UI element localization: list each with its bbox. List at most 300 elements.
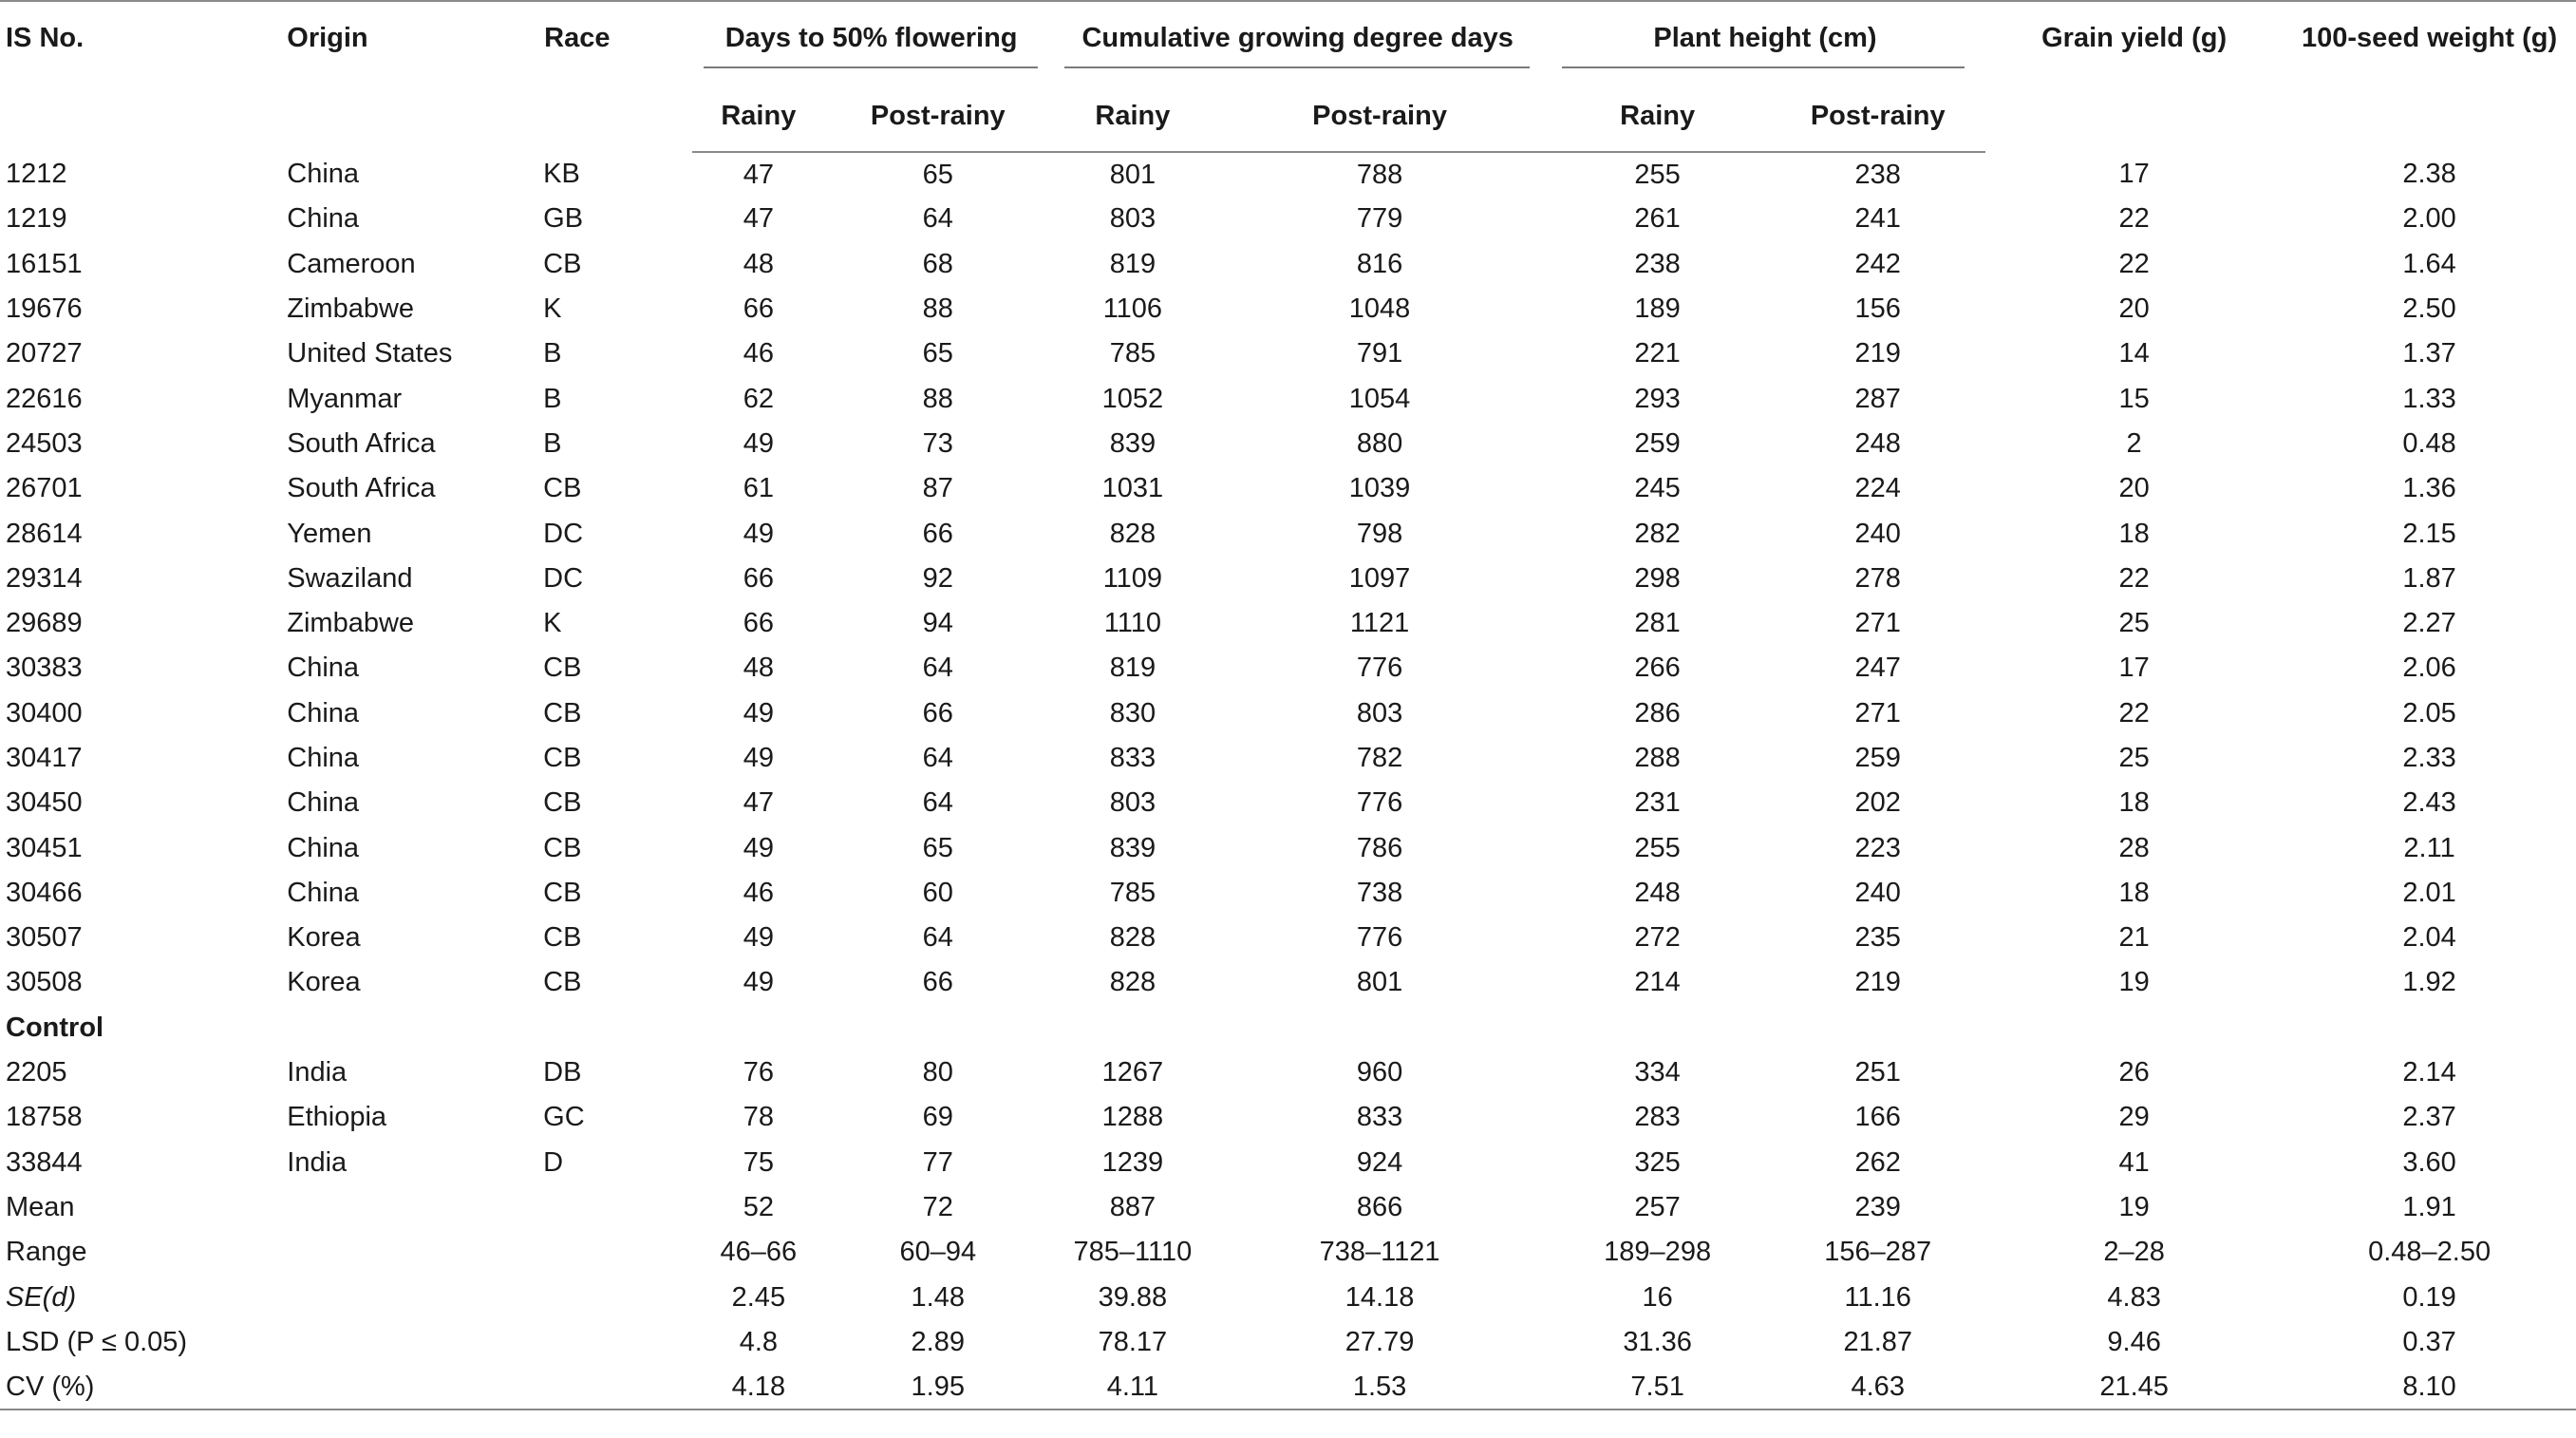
cell-grain-yield: 19 <box>2118 1191 2150 1222</box>
cell-height-rainy: 189 <box>1634 293 1681 325</box>
cell-days-rainy: 47 <box>743 787 774 819</box>
cell-height-rainy: 266 <box>1634 653 1681 684</box>
cell-seed-weight: 2.00 <box>2402 203 2456 235</box>
cell-gdd-rainy: 887 <box>1109 1191 1156 1222</box>
cell-grain-yield: 22 <box>2118 697 2150 728</box>
table-row <box>0 601 2576 646</box>
cell-is-no: 29314 <box>6 562 83 594</box>
cell-height-rainy: 325 <box>1634 1146 1681 1178</box>
cell-is-no: 30507 <box>6 922 83 954</box>
cell-gdd-rainy: 833 <box>1109 743 1156 773</box>
header-cum-gdd: Cumulative growing degree days <box>1051 0 1545 78</box>
cell-race: CB <box>543 967 582 998</box>
cell-days-post-rainy: 64 <box>922 203 953 235</box>
cell-days-rainy: 76 <box>743 1057 774 1088</box>
cell-race: CB <box>543 653 582 684</box>
table-row <box>0 422 2576 466</box>
cell-height-post-rainy: 248 <box>1854 427 1901 459</box>
cell-height-post-rainy: 166 <box>1854 1102 1901 1133</box>
cell-days-post-rainy: 64 <box>922 653 953 684</box>
cell-is-no: 30383 <box>6 653 83 684</box>
cell-origin: China <box>287 832 360 863</box>
cell-race: CB <box>543 877 582 908</box>
cell-height-rainy: 293 <box>1634 383 1681 414</box>
table-body <box>0 152 2576 1410</box>
cell-grain-yield: 19 <box>2118 967 2150 998</box>
cell-grain-yield: 21.45 <box>1985 1365 2283 1410</box>
cell-days-post-rainy: 87 <box>922 473 953 504</box>
cell-height-post-rainy: 156 <box>1854 293 1901 325</box>
cell-race: CB <box>543 697 582 728</box>
cell-days-post-rainy: 92 <box>922 562 953 594</box>
cell-gdd-rainy: 839 <box>1109 427 1156 459</box>
cell-grain-yield: 29 <box>2118 1102 2150 1133</box>
cell-height-rainy: 286 <box>1634 697 1681 728</box>
cell-height-post-rainy: 278 <box>1854 562 1901 594</box>
table-row <box>0 871 2576 916</box>
cell-gdd-post-rainy: 960 <box>1356 1057 1403 1088</box>
cell-race: DC <box>543 562 584 594</box>
cell-gdd-rainy: 1288 <box>1101 1102 1164 1133</box>
cell-height-post-rainy: 219 <box>1854 338 1901 369</box>
cell-height-rainy: 31.36 <box>1623 1326 1692 1357</box>
cell-gdd-rainy: 830 <box>1109 697 1156 728</box>
cell-height-rainy: 248 <box>1634 877 1681 908</box>
control-label: Control <box>6 1012 104 1043</box>
cell-grain-yield: 2 <box>2126 427 2142 459</box>
cell-gdd-rainy: 1031 <box>1101 473 1164 504</box>
cell-gdd-post-rainy: 776 <box>1356 653 1403 684</box>
cell-days-rainy: 66 <box>743 293 774 325</box>
cell-seed-weight: 3.60 <box>2402 1146 2456 1178</box>
cell-grain-yield: 20 <box>2118 473 2150 504</box>
cell-height-rainy: 245 <box>1634 473 1681 504</box>
cell-grain-yield: 17 <box>2118 653 2150 684</box>
table-row <box>0 197 2576 241</box>
cell-days-rainy: 49 <box>743 967 774 998</box>
cell-seed-weight: 2.38 <box>2402 159 2456 190</box>
cell-seed-weight: 2.33 <box>2402 743 2456 773</box>
cell-origin: China <box>287 787 360 819</box>
cell-height-rainy: 298 <box>1634 562 1681 594</box>
cell-gdd-post-rainy: 1121 <box>1349 608 1410 639</box>
cell-grain-yield: 2–28 <box>2103 1237 2165 1268</box>
table-row <box>0 511 2576 556</box>
cell-race: D <box>543 1146 564 1178</box>
cell-is-no: 1219 <box>6 203 67 235</box>
cell-days-post-rainy: 94 <box>922 608 953 639</box>
cell-grain-yield: 18 <box>2118 787 2150 819</box>
cell-height-rainy: 238 <box>1634 248 1681 279</box>
cell-seed-weight: 1.91 <box>2402 1191 2456 1222</box>
cell-gdd-rainy: 828 <box>1109 967 1156 998</box>
header-seed-weight: 100-seed weight (g) <box>2302 23 2558 53</box>
cell-seed-weight: 2.06 <box>2402 653 2456 684</box>
cell-origin: Korea <box>287 922 361 954</box>
stats-row <box>0 1365 2576 1410</box>
cell-grain-yield: 22 <box>2118 203 2150 235</box>
cell-height-rainy: 288 <box>1634 743 1681 773</box>
cell-race: K <box>543 293 562 325</box>
cell-race: CB <box>543 248 582 279</box>
table-row <box>0 557 2576 601</box>
cell-seed-weight: 2.37 <box>2402 1102 2456 1133</box>
cell-height-rainy: 16 <box>1642 1281 1673 1313</box>
stats-row <box>0 1230 2576 1275</box>
cell-days-post-rainy: 64 <box>922 743 953 773</box>
cell-seed-weight: 2.43 <box>2402 787 2456 819</box>
stats-row <box>0 1185 2576 1230</box>
cell-grain-yield: 18 <box>2118 518 2150 549</box>
cell-seed-weight: 0.48 <box>2402 427 2456 459</box>
cell-grain-yield: 17 <box>2118 159 2150 190</box>
cell-height-post-rainy: 4.63 <box>1770 1365 1985 1410</box>
cell-gdd-post-rainy: 803 <box>1356 697 1403 728</box>
cell-is-no: 22616 <box>6 383 83 414</box>
control-row <box>0 1141 2576 1185</box>
cell-race: KB <box>543 159 580 190</box>
cell-gdd-rainy: 819 <box>1109 248 1156 279</box>
cell-origin: Zimbabwe <box>287 608 415 639</box>
cell-seed-weight: 0.19 <box>2402 1281 2456 1313</box>
cell-height-post-rainy: 219 <box>1854 967 1901 998</box>
cell-height-post-rainy: 239 <box>1854 1191 1901 1222</box>
cell-days-post-rainy: 69 <box>922 1102 953 1133</box>
cell-gdd-post-rainy: 801 <box>1356 967 1403 998</box>
cell-gdd-post-rainy: 816 <box>1356 248 1403 279</box>
cell-origin: Zimbabwe <box>287 293 415 325</box>
header-grain-yield: Grain yield (g) <box>2041 23 2228 53</box>
cell-race: CB <box>543 922 582 954</box>
cell-origin: China <box>287 203 360 235</box>
cell-gdd-post-rainy: 1048 <box>1348 293 1411 325</box>
cell-is-no: 24503 <box>6 427 83 459</box>
stats-label: Mean <box>6 1191 75 1222</box>
cell-grain-yield: 4.83 <box>2107 1281 2161 1313</box>
cell-is-no: 29689 <box>6 608 83 639</box>
table-row <box>0 331 2576 376</box>
header-days-flowering: Days to 50% flowering <box>692 0 1051 78</box>
cell-race: B <box>543 383 562 414</box>
cell-seed-weight: 1.37 <box>2402 338 2456 369</box>
cell-is-no: 30450 <box>6 787 83 819</box>
cell-height-post-rainy: 238 <box>1854 159 1901 190</box>
cell-days-rainy: 48 <box>743 248 774 279</box>
control-row <box>0 1095 2576 1140</box>
cell-height-rainy: 189–298 <box>1604 1237 1712 1268</box>
cell-is-no: 30417 <box>6 743 83 773</box>
cell-grain-yield: 22 <box>2118 248 2150 279</box>
cell-seed-weight: 1.92 <box>2402 967 2456 998</box>
cell-height-post-rainy: 259 <box>1854 743 1901 773</box>
table-row <box>0 242 2576 287</box>
cell-gdd-post-rainy: 786 <box>1356 832 1403 863</box>
cell-height-post-rainy: 235 <box>1854 922 1901 954</box>
cell-is-no: 30466 <box>6 877 83 908</box>
cell-days-rainy: 62 <box>743 383 774 414</box>
table-row <box>0 691 2576 736</box>
cell-height-rainy: 231 <box>1634 787 1681 819</box>
cell-race: DB <box>543 1057 582 1088</box>
cell-is-no: 30400 <box>6 697 83 728</box>
header-plant-height: Plant height (cm) <box>1545 0 1985 78</box>
cell-origin: Myanmar <box>287 383 403 414</box>
cell-gdd-post-rainy: 1039 <box>1348 473 1411 504</box>
cell-seed-weight: 2.11 <box>2403 832 2455 863</box>
header-is-no: IS No. <box>6 23 85 53</box>
table-row <box>0 960 2576 1005</box>
cell-grain-yield: 22 <box>2118 562 2150 594</box>
cell-seed-weight: 1.36 <box>2402 473 2456 504</box>
table-header <box>0 0 2576 152</box>
cell-grain-yield: 18 <box>2118 877 2150 908</box>
cell-days-post-rainy: 60 <box>922 877 953 908</box>
cell-origin: Korea <box>287 967 361 998</box>
cell-days-rainy: 75 <box>743 1146 774 1178</box>
table-row <box>0 152 2576 197</box>
cell-origin: Yemen <box>287 518 372 549</box>
cell-gdd-rainy: 1110 <box>1103 608 1161 639</box>
cell-days-rainy: 46 <box>743 877 774 908</box>
cell-height-post-rainy: 240 <box>1854 518 1901 549</box>
cell-height-post-rainy: 240 <box>1854 877 1901 908</box>
cell-gdd-rainy: 78.17 <box>1098 1326 1168 1357</box>
cell-seed-weight: 2.27 <box>2402 608 2456 639</box>
cell-gdd-rainy: 828 <box>1109 518 1156 549</box>
table-row <box>0 736 2576 781</box>
cell-gdd-post-rainy: 779 <box>1356 203 1403 235</box>
control-section-row <box>0 1006 2576 1050</box>
cell-days-rainy: 66 <box>743 608 774 639</box>
cell-race: B <box>543 427 562 459</box>
table-row <box>0 781 2576 825</box>
header-height-rainy: Rainy <box>1545 78 1771 152</box>
cell-days-rainy: 52 <box>743 1191 774 1222</box>
cell-height-rainy: 214 <box>1634 967 1681 998</box>
cell-height-rainy: 255 <box>1634 159 1681 190</box>
cell-gdd-rainy: 803 <box>1109 787 1156 819</box>
cell-race: GB <box>543 203 584 235</box>
cell-days-post-rainy: 80 <box>922 1057 953 1088</box>
cell-gdd-rainy: 819 <box>1109 653 1156 684</box>
cell-days-post-rainy: 1.95 <box>825 1365 1051 1410</box>
cell-days-rainy: 46 <box>743 338 774 369</box>
cell-race: K <box>543 608 562 639</box>
cell-height-rainy: 334 <box>1634 1057 1681 1088</box>
cell-days-post-rainy: 66 <box>922 697 953 728</box>
cell-height-post-rainy: 271 <box>1854 697 1901 728</box>
cell-origin: China <box>287 697 360 728</box>
cell-days-rainy: 47 <box>743 203 774 235</box>
stats-row <box>0 1320 2576 1365</box>
cell-is-no: 33844 <box>6 1146 83 1178</box>
cell-days-rainy: 47 <box>743 159 774 190</box>
cell-origin: Cameroon <box>287 248 416 279</box>
cell-gdd-rainy: 785 <box>1109 338 1156 369</box>
cell-seed-weight: 2.50 <box>2402 293 2456 325</box>
cell-days-rainy: 48 <box>743 653 774 684</box>
cell-gdd-post-rainy: 776 <box>1356 787 1403 819</box>
cell-height-rainy: 272 <box>1634 922 1681 954</box>
table-row <box>0 916 2576 960</box>
cell-height-rainy: 259 <box>1634 427 1681 459</box>
cell-days-post-rainy: 1.48 <box>911 1281 965 1313</box>
cell-gdd-post-rainy: 866 <box>1356 1191 1403 1222</box>
cell-is-no: 26701 <box>6 473 83 504</box>
cell-grain-yield: 28 <box>2118 832 2150 863</box>
cell-origin: South Africa <box>287 473 436 504</box>
stats-row <box>0 1275 2576 1319</box>
cell-days-post-rainy: 72 <box>922 1191 953 1222</box>
cell-is-no: 30451 <box>6 832 83 863</box>
cell-origin: India <box>287 1146 348 1178</box>
cell-height-post-rainy: 11.16 <box>1844 1281 1911 1313</box>
cell-days-rainy: 49 <box>743 518 774 549</box>
cell-days-rainy: 2.45 <box>731 1281 786 1313</box>
cell-gdd-post-rainy: 776 <box>1356 922 1403 954</box>
stats-label: Range <box>6 1237 87 1268</box>
cell-gdd-post-rainy: 1054 <box>1348 383 1411 414</box>
cell-race: CB <box>543 787 582 819</box>
cell-origin: Swaziland <box>287 562 413 594</box>
stats-label: CV (%) <box>0 1365 692 1410</box>
cell-seed-weight: 1.64 <box>2402 248 2456 279</box>
cell-days-rainy: 78 <box>743 1102 774 1133</box>
cell-gdd-post-rainy: 833 <box>1356 1102 1403 1133</box>
cell-seed-weight: 2.05 <box>2402 697 2456 728</box>
cell-days-post-rainy: 77 <box>922 1146 953 1178</box>
cell-gdd-post-rainy: 924 <box>1356 1146 1403 1178</box>
cell-grain-yield: 21 <box>2118 922 2150 954</box>
cell-height-rainy: 257 <box>1634 1191 1681 1222</box>
cell-gdd-rainy: 1267 <box>1101 1057 1164 1088</box>
header-days-rainy: Rainy <box>692 78 825 152</box>
cell-height-rainy: 221 <box>1634 338 1681 369</box>
cell-height-post-rainy: 223 <box>1854 832 1901 863</box>
cell-height-post-rainy: 224 <box>1854 473 1901 504</box>
cell-days-post-rainy: 64 <box>922 922 953 954</box>
cell-gdd-rainy: 4.11 <box>1051 1365 1215 1410</box>
cell-grain-yield: 20 <box>2118 293 2150 325</box>
cell-grain-yield: 25 <box>2118 743 2150 773</box>
cell-gdd-rainy: 1239 <box>1101 1146 1164 1178</box>
cell-is-no: 30508 <box>6 967 83 998</box>
cell-height-post-rainy: 156–287 <box>1824 1237 1932 1268</box>
cell-race: CB <box>543 743 582 773</box>
cell-gdd-rainy: 1109 <box>1102 562 1163 594</box>
cell-days-rainy: 66 <box>743 562 774 594</box>
cell-gdd-rainy: 1106 <box>1102 293 1163 325</box>
cell-gdd-post-rainy: 14.18 <box>1344 1281 1415 1313</box>
cell-seed-weight: 2.04 <box>2402 922 2456 954</box>
stats-label: SE(d) <box>6 1281 77 1313</box>
cell-seed-weight: 1.87 <box>2402 562 2456 594</box>
cell-gdd-rainy: 39.88 <box>1098 1281 1168 1313</box>
cell-seed-weight: 0.37 <box>2402 1326 2456 1357</box>
cell-gdd-post-rainy: 1.53 <box>1214 1365 1545 1410</box>
cell-grain-yield: 26 <box>2118 1057 2150 1088</box>
cell-height-post-rainy: 242 <box>1854 248 1901 279</box>
cell-gdd-rainy: 785–1110 <box>1073 1237 1193 1268</box>
cell-origin: India <box>287 1057 348 1088</box>
cell-height-post-rainy: 21.87 <box>1843 1326 1913 1357</box>
cell-gdd-rainy: 1052 <box>1101 383 1164 414</box>
cell-origin: China <box>287 743 360 773</box>
cell-race: B <box>543 338 562 369</box>
cell-days-rainy: 49 <box>743 832 774 863</box>
cell-height-post-rainy: 241 <box>1854 203 1901 235</box>
table-row <box>0 376 2576 421</box>
cell-days-rainy: 49 <box>743 743 774 773</box>
cell-gdd-post-rainy: 798 <box>1356 518 1403 549</box>
cell-height-post-rainy: 247 <box>1854 653 1901 684</box>
cell-height-post-rainy: 262 <box>1854 1146 1901 1178</box>
cell-origin: South Africa <box>287 427 436 459</box>
cell-days-post-rainy: 66 <box>922 518 953 549</box>
cell-gdd-post-rainy: 738–1121 <box>1319 1237 1440 1268</box>
header-race: Race <box>544 23 611 53</box>
cell-seed-weight: 1.33 <box>2402 383 2456 414</box>
cell-gdd-rainy: 785 <box>1109 877 1156 908</box>
cell-gdd-post-rainy: 880 <box>1356 427 1403 459</box>
cell-days-post-rainy: 2.89 <box>911 1326 965 1357</box>
cell-days-post-rainy: 88 <box>922 383 953 414</box>
table-row <box>0 825 2576 870</box>
control-row <box>0 1050 2576 1095</box>
cell-gdd-post-rainy: 791 <box>1356 338 1403 369</box>
cell-days-rainy: 49 <box>743 697 774 728</box>
cell-days-post-rainy: 65 <box>922 832 953 863</box>
cell-days-post-rainy: 65 <box>922 159 953 190</box>
cell-is-no: 1212 <box>6 159 67 190</box>
header-gdd-post-rainy: Post-rainy <box>1214 78 1545 152</box>
cell-days-rainy: 4.8 <box>739 1326 779 1357</box>
cell-days-post-rainy: 64 <box>922 787 953 819</box>
table-row <box>0 287 2576 331</box>
cell-origin: China <box>287 877 360 908</box>
cell-gdd-post-rainy: 738 <box>1356 877 1403 908</box>
cell-height-post-rainy: 287 <box>1854 383 1901 414</box>
cell-height-rainy: 281 <box>1634 608 1681 639</box>
cell-is-no: 16151 <box>6 248 83 279</box>
cell-days-post-rainy: 68 <box>922 248 953 279</box>
cell-gdd-post-rainy: 782 <box>1356 743 1403 773</box>
cell-origin: Ethiopia <box>287 1102 387 1133</box>
cell-days-rainy: 46–66 <box>720 1237 798 1268</box>
cell-gdd-rainy: 828 <box>1109 922 1156 954</box>
cell-height-rainy: 7.51 <box>1545 1365 1771 1410</box>
cell-days-post-rainy: 66 <box>922 967 953 998</box>
cell-grain-yield: 41 <box>2118 1146 2150 1178</box>
cell-days-post-rainy: 88 <box>922 293 953 325</box>
cell-days-post-rainy: 60–94 <box>899 1237 977 1268</box>
cell-seed-weight: 2.01 <box>2402 877 2456 908</box>
cell-gdd-rainy: 801 <box>1109 159 1156 190</box>
cell-height-post-rainy: 251 <box>1854 1057 1901 1088</box>
cell-origin: China <box>287 653 360 684</box>
cell-height-rainy: 282 <box>1634 518 1681 549</box>
stats-label: LSD (P ≤ 0.05) <box>6 1326 188 1357</box>
header-days-post-rainy: Post-rainy <box>825 78 1051 152</box>
cell-gdd-rainy: 803 <box>1109 203 1156 235</box>
cell-origin: United States <box>287 338 453 369</box>
table-row <box>0 466 2576 511</box>
cell-seed-weight: 2.14 <box>2402 1057 2456 1088</box>
cell-days-rainy: 4.18 <box>692 1365 825 1410</box>
cell-race: CB <box>543 832 582 863</box>
cell-gdd-post-rainy: 27.79 <box>1344 1326 1415 1357</box>
cell-grain-yield: 14 <box>2118 338 2150 369</box>
